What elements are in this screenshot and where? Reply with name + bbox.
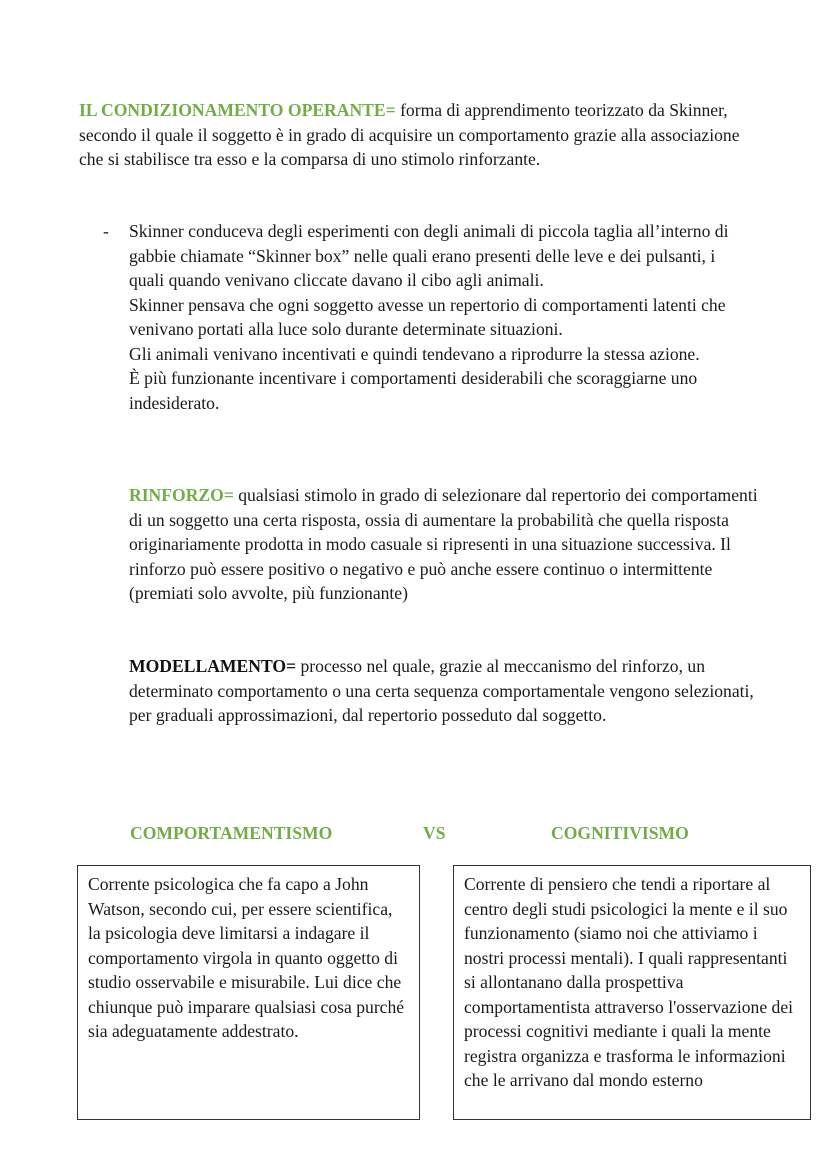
- cognitivismo-heading: COGNITIVISMO: [551, 823, 689, 843]
- modellamento-term: MODELLAMENTO=: [129, 656, 297, 676]
- rinforzo-definition: [129, 483, 769, 606]
- modellamento-definition: [129, 654, 769, 728]
- cognitivismo-box: Corrente di pensiero che tendi a riportare al centro degli studi psicologici la mente e il suo funzionamento (siamo noi che attiviamo i nostri processi mentali). I quali rappresentanti si allontanano dalla prospettiva comportamentista attraverso l'osservazione dei processi cognitivi mediante i quali la mente registra organizza e trasforma le informazioni che le arrivano dal mondo esterno: [453, 865, 811, 1120]
- rinforzo-text: qualsiasi stimolo in grado di selezionare dal repertorio dei comportamenti di un soggetto una certa risposta, ossia di aumentare la probabilità che quella risposta originariamente prodotta in modo casuale si ripresenti in una situazione successiva. Il rinforzo può essere positivo o negativo e può anche essere continuo o intermittente (premiati solo avvolte, più funzionante): [129, 485, 758, 603]
- intro-text: forma di apprendimento teorizzato da Skinner, secondo il quale il soggetto è in grado di acquisire un comportamento grazie alla associazione che si stabilisce tra esso e la comparsa di uno stimolo rinforzante.: [79, 100, 740, 169]
- rinforzo-term: RINFORZO=: [129, 485, 234, 505]
- comportamentismo-heading: COMPORTAMENTISMO: [130, 823, 333, 843]
- bullet-dash: -: [103, 221, 109, 241]
- bullet-paragraph: Gli animali venivano incentivati e quindi tendevano a riprodurre la stessa azione.: [129, 343, 700, 364]
- modellamento-text: processo nel quale, grazie al meccanismo del rinforzo, un determinato comportamento o una certa sequenza comportamentale vengono selezionati, per graduali approssimazioni, dal repertorio posseduto dal soggetto.: [129, 656, 754, 725]
- bullet-paragraph: Skinner conduceva degli esperimenti con degli animali di piccola taglia all’interno di gabbie chiamate “Skinner box” nelle quali erano presenti delle leve e dei pulsanti, i quali quando venivano cliccate davano il cibo agli animali.: [129, 221, 729, 290]
- bullet-paragraph: È più funzionante incentivare i comportamenti desiderabili che scoraggiarne uno indesiderato.: [129, 368, 698, 413]
- intro-paragraph: [79, 98, 759, 172]
- intro-term: IL CONDIZIONAMENTO OPERANTE=: [79, 100, 396, 120]
- bullet-list-item: [129, 219, 749, 415]
- comportamentismo-box: Corrente psicologica che fa capo a John Watson, secondo cui, per essere scientifica, la psicologia deve limitarsi a indagare il comportamento virgola in quanto oggetto di studio osservabile e misurabile. Lui dice che chiunque può imparare qualsiasi cosa purché sia adeguatamente addestrato.: [77, 865, 420, 1120]
- vs-label: VS: [423, 823, 446, 843]
- bullet-paragraph: Skinner pensava che ogni soggetto avesse un repertorio di comportamenti latenti che venivano portati alla luce solo durante determinate situazioni.: [129, 294, 726, 339]
